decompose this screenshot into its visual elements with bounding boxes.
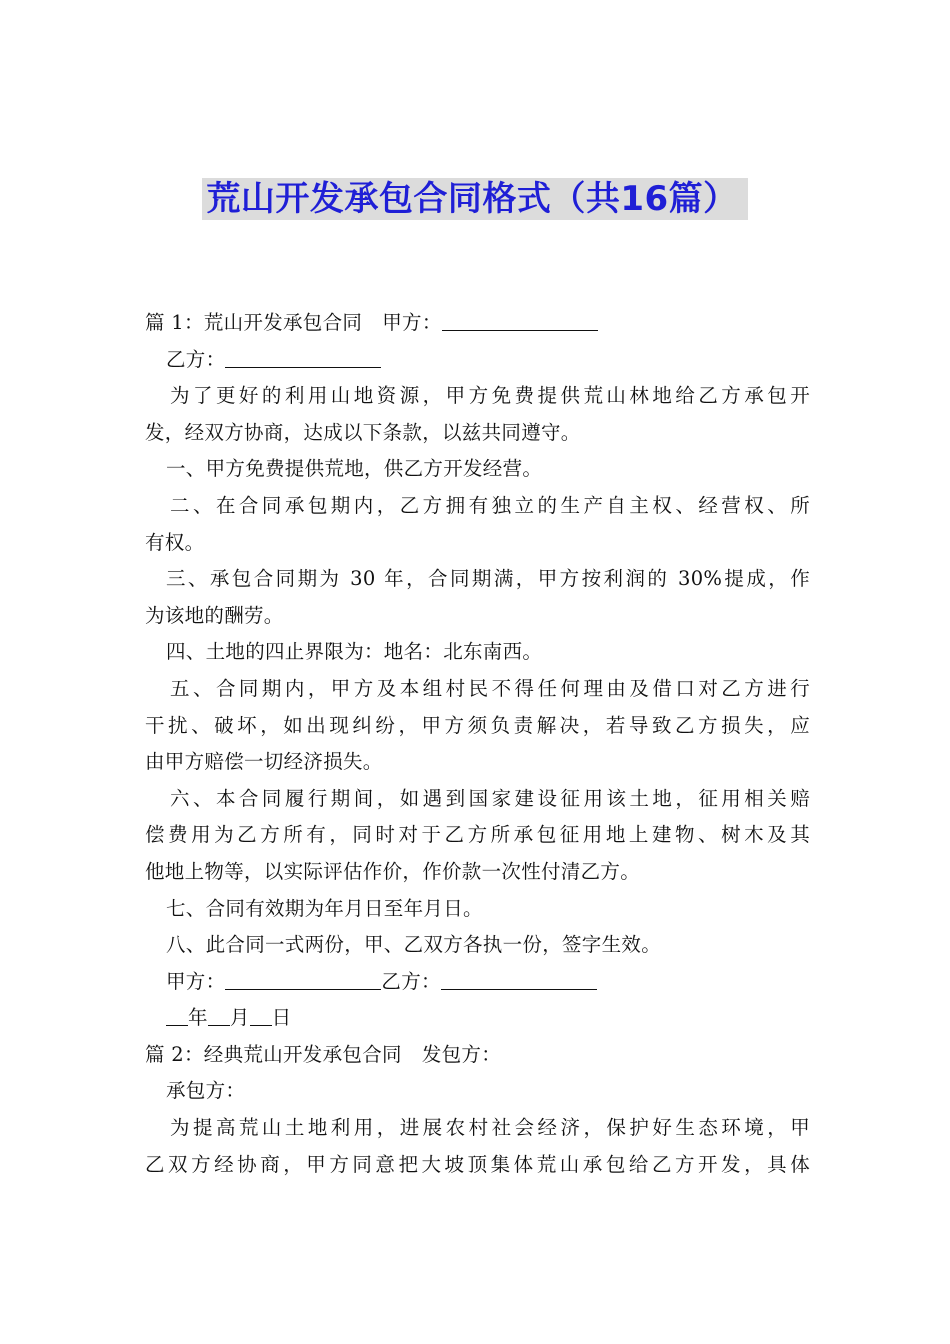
clause-5-line-1: 五、合同期内，甲方及本组村民不得任何理由及借口对乙方进行	[170, 676, 810, 700]
date-month: 月	[229, 1006, 250, 1030]
signature-line	[145, 964, 810, 1001]
document-body	[145, 305, 810, 1183]
document-title: 荒山开发承包合同格式（共16篇）	[202, 178, 747, 220]
sign-a-blank	[225, 967, 381, 990]
issuer-label: 发包方：	[421, 1042, 502, 1066]
date-line	[145, 1000, 810, 1037]
party-a-blank	[442, 308, 598, 331]
clause-4: 四、土地的四止界限为：地名：北东南西。	[166, 640, 543, 664]
party-b-line	[145, 342, 810, 379]
intro-line-1: 为了更好的利用山地资源，甲方免费提供荒山林地给乙方承包开	[170, 384, 810, 408]
clause-2-line-1: 二、在合同承包期内，乙方拥有独立的生产自主权、经营权、所	[170, 493, 810, 517]
contract2-intro-line-2: 乙双方经协商，甲方同意把大坡顶集体荒山承包给乙方开发，具体	[145, 1152, 810, 1176]
title-container	[0, 178, 950, 220]
clause-3-line-2: 为该地的酬劳。	[145, 603, 284, 627]
clause-2-line-2: 有权。	[145, 530, 205, 554]
party-b-blank	[225, 345, 381, 368]
contract2-heading-line	[145, 1037, 810, 1074]
party-a-label: 甲方：	[382, 311, 442, 334]
contract1-heading: 篇 1：荒山开发承包合同	[145, 311, 363, 334]
month-blank	[208, 1003, 230, 1026]
clause-8: 八、此合同一式两份，甲、乙双方各执一份，签字生效。	[166, 933, 662, 957]
contract1-heading-line	[145, 305, 810, 342]
clause-5-line-3: 由甲方赔偿一切经济损失。	[145, 750, 383, 774]
intro-line-2: 发，经双方协商，达成以下条款，以兹共同遵守。	[145, 420, 581, 444]
clause-6-line-3: 他地上物等，以实际评估作价，作价款一次性付清乙方。	[145, 859, 641, 883]
year-blank	[166, 1003, 188, 1026]
sign-b-label: 乙方：	[381, 969, 441, 993]
sign-a-label: 甲方：	[166, 969, 226, 993]
clause-5-line-2: 干扰、破坏，如出现纠纷，甲方须负责解决，若导致乙方损失，应	[145, 713, 810, 737]
clause-6-line-2: 偿费用为乙方所有，同时对于乙方所承包征用地上建物、树木及其	[145, 823, 810, 847]
clause-6-line-1: 六、本合同履行期间，如遇到国家建设征用该土地，征用相关赔	[170, 786, 810, 810]
day-blank	[250, 1003, 272, 1026]
clause-1: 一、甲方免费提供荒地，供乙方开发经营。	[166, 457, 543, 481]
clause-3-line-1: 三、承包合同期为 30 年，合同期满，甲方按利润的 30%提成，作	[166, 567, 810, 591]
contract2-heading: 篇 2：经典荒山开发承包合同	[145, 1042, 402, 1066]
contractor-line	[145, 1073, 810, 1110]
date-year: 年	[188, 1006, 208, 1030]
contractor-label: 承包方：	[166, 1079, 246, 1103]
date-day: 日	[271, 1006, 292, 1030]
party-b-label: 乙方：	[166, 347, 226, 371]
clause-7: 七、合同有效期为年月日至年月日。	[166, 896, 483, 920]
sign-b-blank	[441, 967, 597, 990]
contract2-intro-line-1: 为提高荒山土地利用，进展农村社会经济，保护好生态环境，甲	[170, 1116, 810, 1140]
